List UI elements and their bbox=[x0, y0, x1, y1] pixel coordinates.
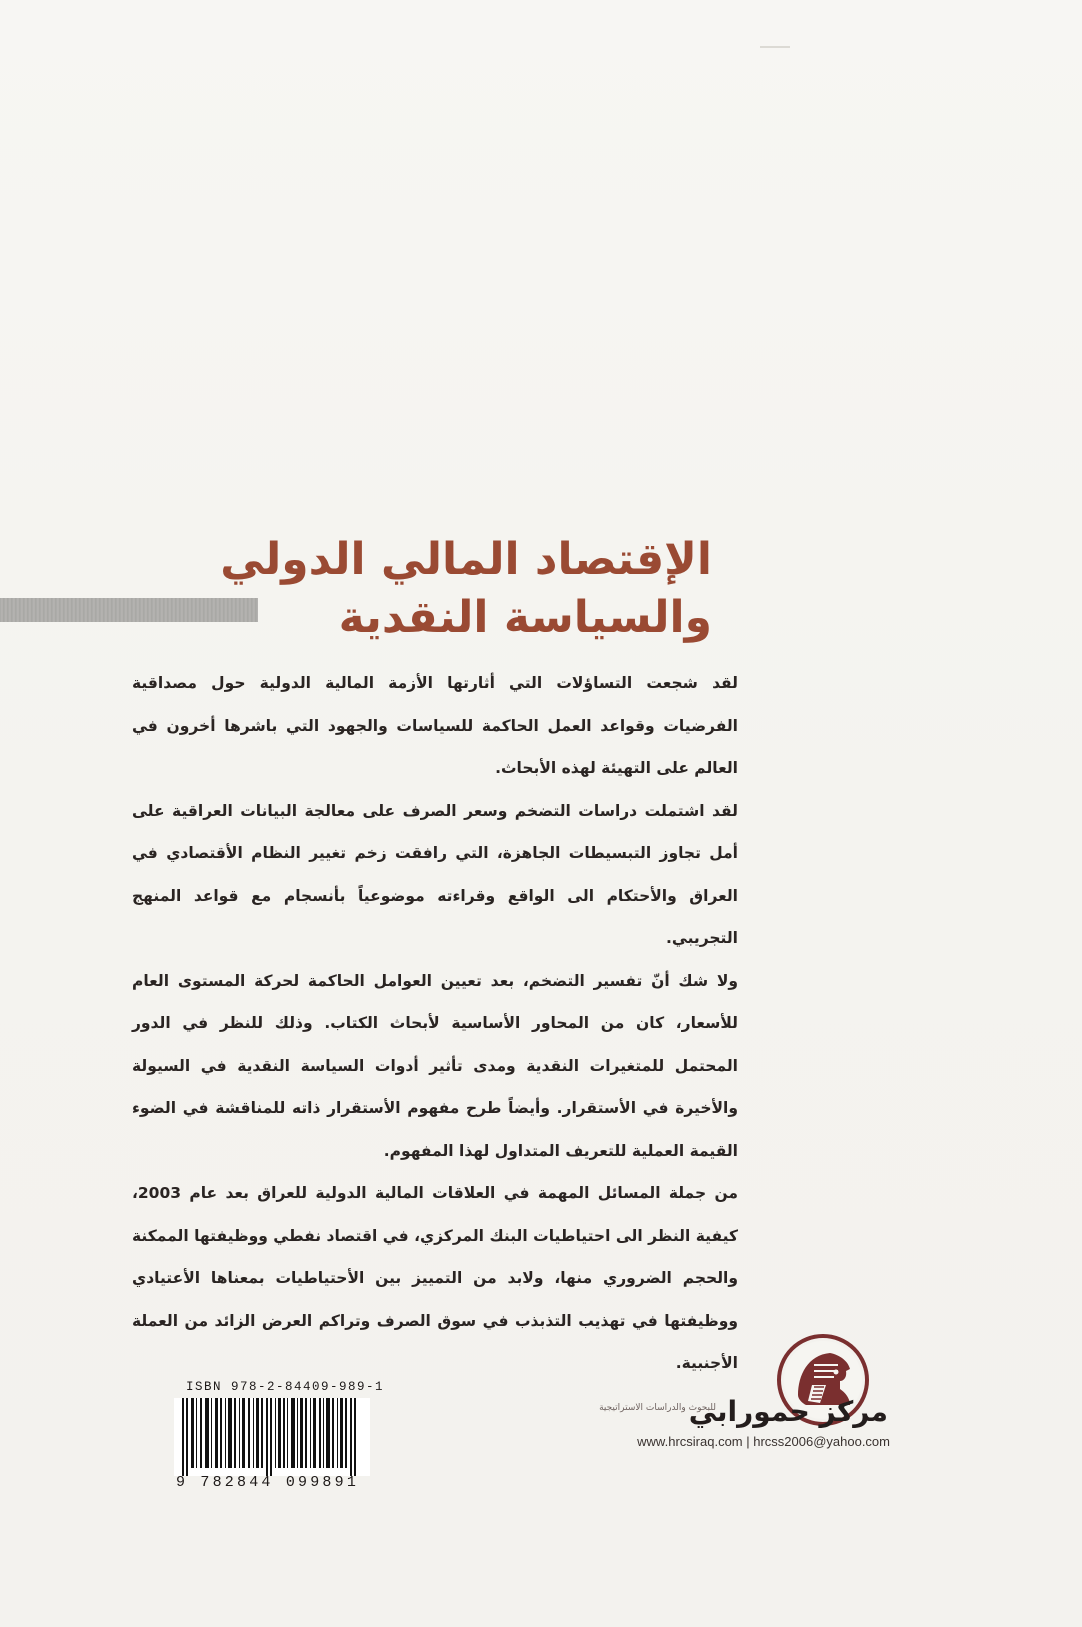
blurb-paragraph-1: لقد شجعت التساؤلات التي أثارتها الأزمة المالية الدولية حول مصداقية الفرضيات وقواعد العمل الحاكمة للسياسات والجهود التي باشرها أخرون في العالم على التهيئة لهذه الأبحاث. bbox=[132, 674, 738, 777]
isbn-label: ISBN 978-2-84409-989-1 bbox=[186, 1380, 385, 1394]
ean-digits: 9 782844 099891 bbox=[176, 1474, 360, 1491]
blurb-paragraph-2: لقد اشتملت دراسات التضخم وسعر الصرف على معالجة البيانات العراقية على أمل تجاوز التبسيطات الجاهزة، التي رافقت زخم تغيير النظام الأقتصادي في العراق والأحتكام الى الواقع وقراءته موضوعياً بأنسجام مع قواعد المنهج التجريبي. bbox=[132, 801, 738, 947]
blurb bbox=[132, 662, 738, 1385]
publisher-tagline: للبحوث والدراسات الاستراتيجية bbox=[599, 1403, 716, 1413]
barcode-icon bbox=[174, 1398, 370, 1476]
scuff-mark bbox=[760, 46, 790, 48]
publisher-name: مركز حمورابي bbox=[688, 1395, 888, 1428]
book-title bbox=[220, 530, 712, 646]
publisher-contact: www.hrcsiraq.com | hrcss2006@yahoo.com bbox=[637, 1434, 890, 1449]
decorative-bar bbox=[0, 598, 258, 622]
blurb-paragraph-3: ولا شك أنّ تفسير التضخم، بعد تعيين العوامل الحاكمة لحركة المستوى العام للأسعار، كان من المحاور الأساسية لأبحاث الكتاب. وذلك للنظر في الدور المحتمل للمتغيرات النقدية ومدى تأثير أدوات السياسة النقدية في السيولة والأخيرة في الأستقرار. وأيضاً طرح مفهوم الأستقرار ذاته للمناقشة في الضوء القيمة العملية للتعريف المتداول لهذا المفهوم. bbox=[132, 971, 738, 1160]
title-line-2: والسياسة النقدية bbox=[338, 592, 712, 643]
title-line-1: الإقتصاد المالي الدولي bbox=[220, 534, 712, 585]
blurb-paragraph-4: من جملة المسائل المهمة في العلاقات المالية الدولية للعراق بعد عام 2003، كيفية النظر الى احتياطيات البنك المركزي، في اقتصاد نفطي ووظيفتها الممكنة والحجم الضروري منها، ولابد من التمييز بين الأحتياطيات بمعناها الأعتيادي ووظيفتها في تهذيب التذبذب في سوق الصرف وتراكم العرض الزائد من العملة الأجنبية. bbox=[132, 1184, 738, 1372]
